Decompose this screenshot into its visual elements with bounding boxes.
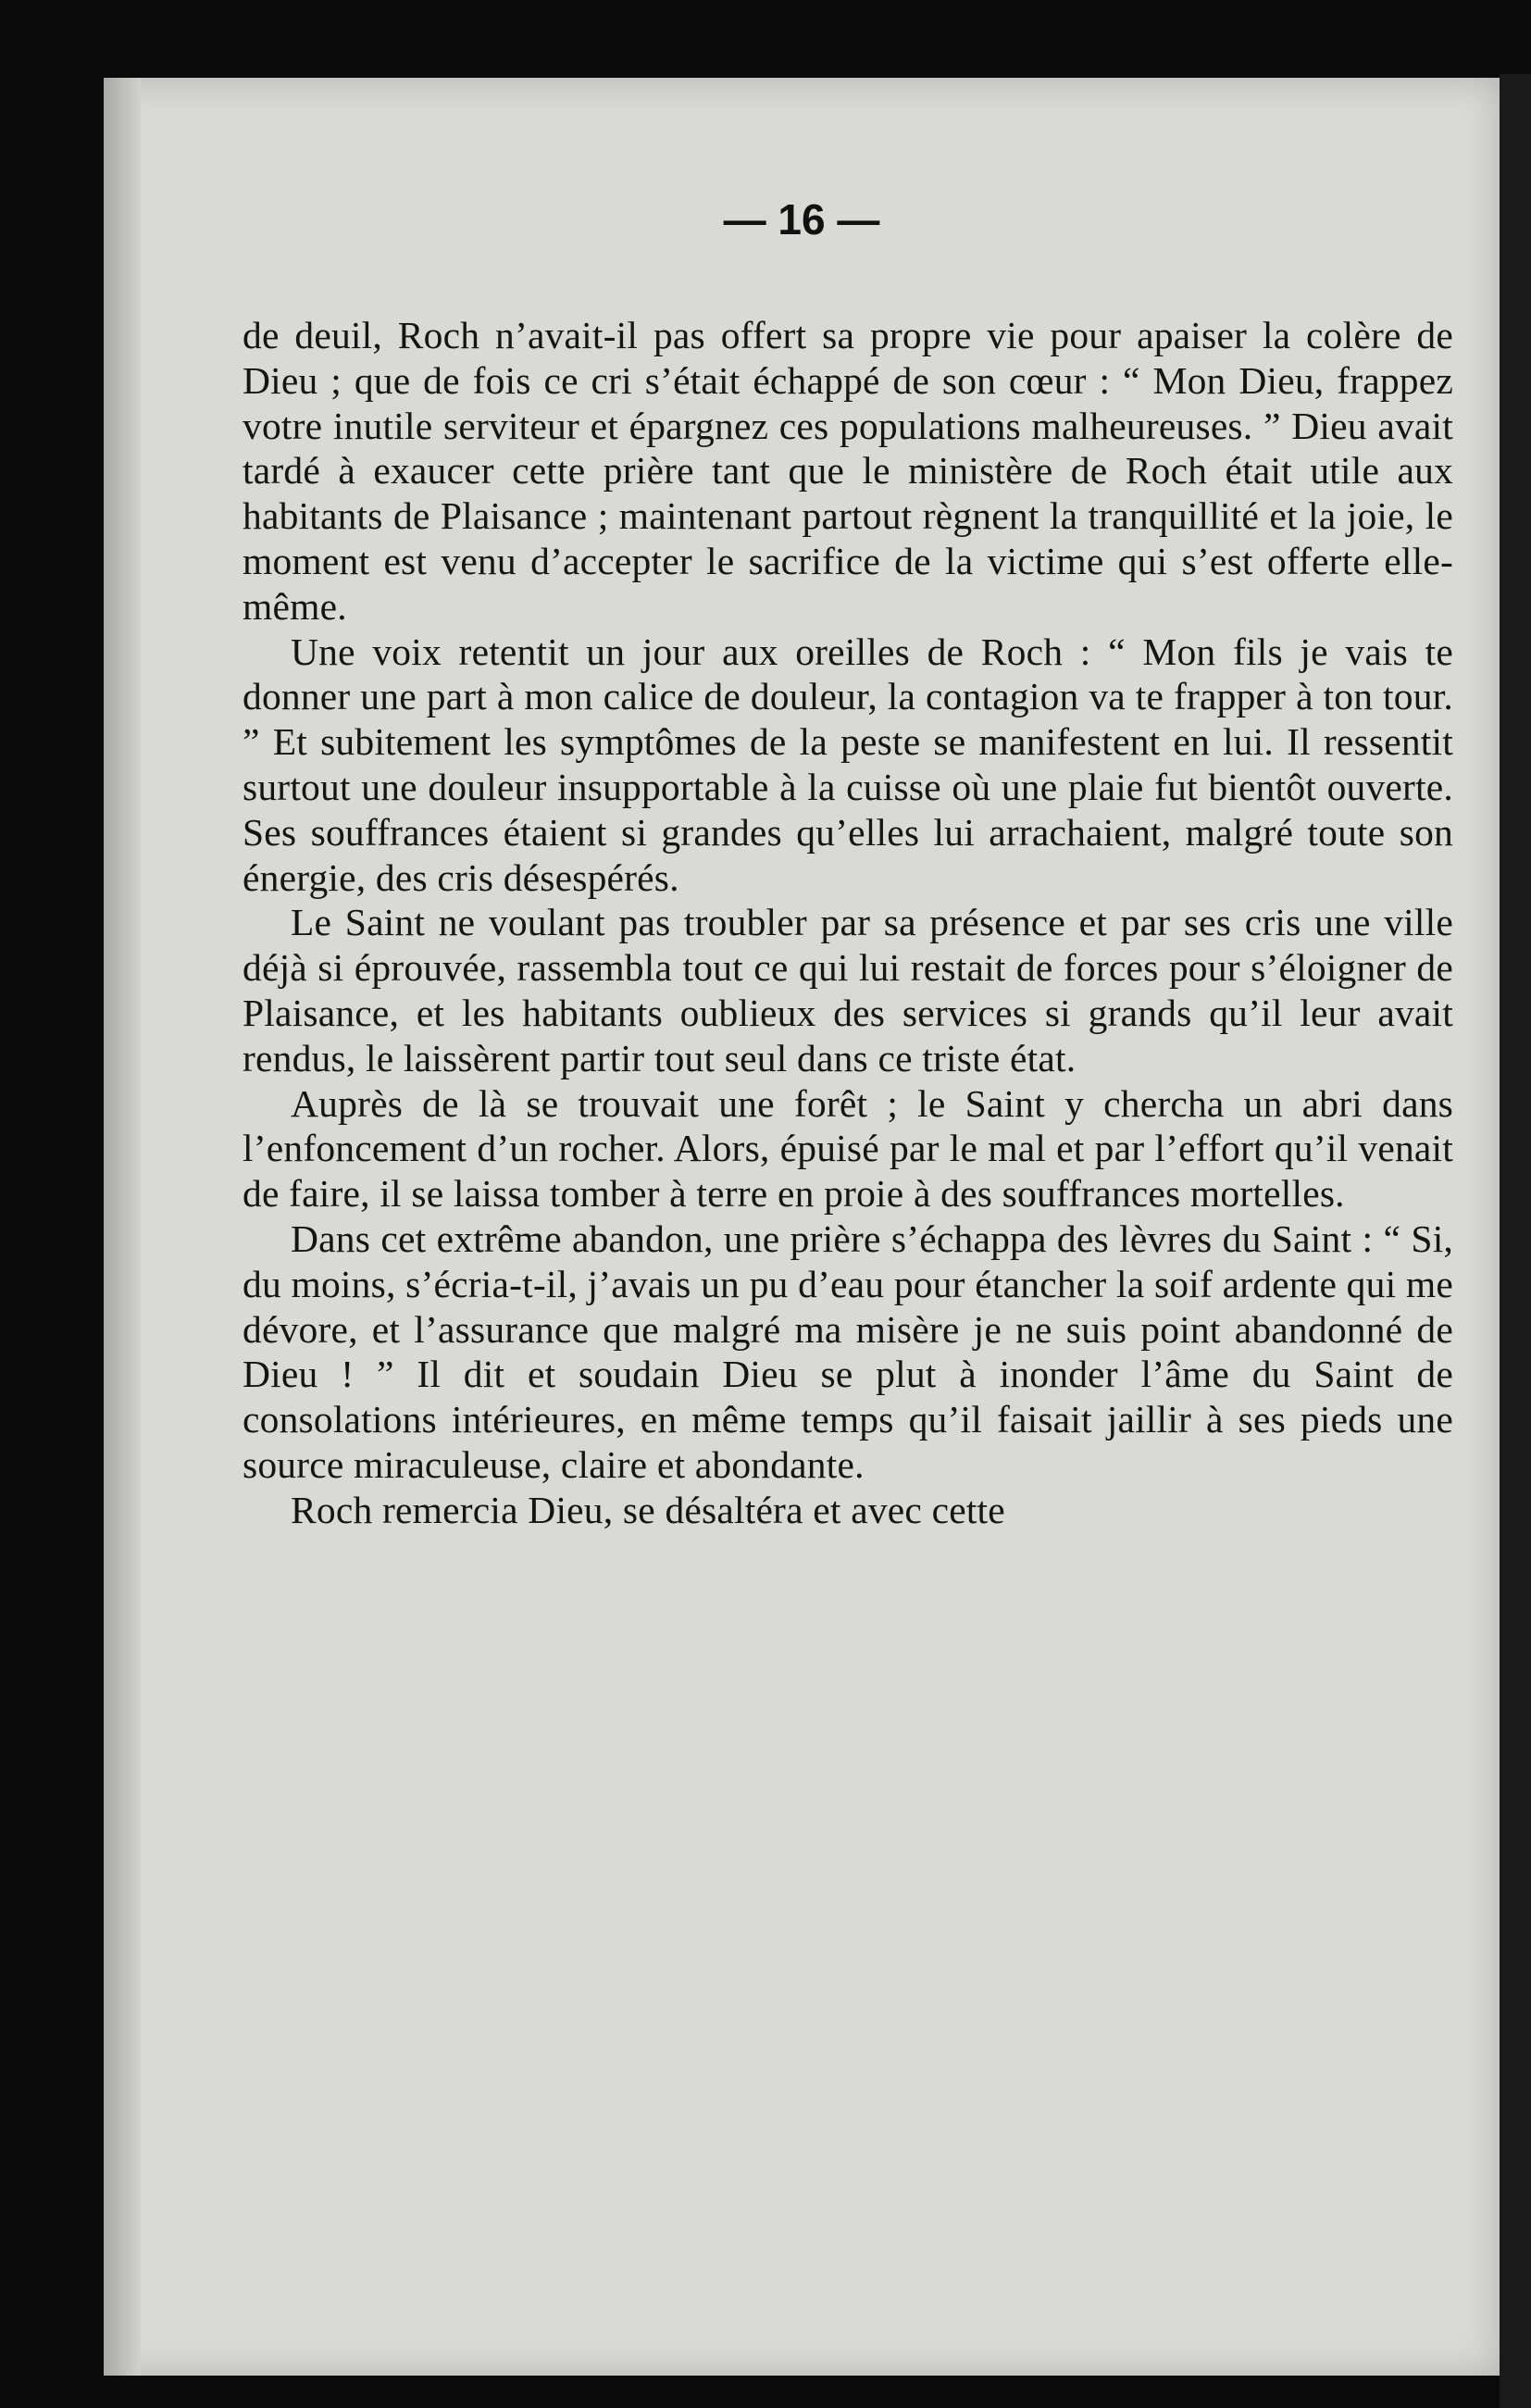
- page-gutter: [104, 78, 141, 2376]
- book-page: [104, 78, 1500, 2376]
- paragraph-1: de deuil, Roch n’avait-il pas offert sa propre vie pour apaiser la colère de Dieu ; que de fois ce cri s’était échappé de son cœur : “ Mon Dieu, frappez votre inutile serviteur et épargnez ces populations malheureuses. ” Dieu avait tardé à exaucer cette prière tant que le ministère de Roch était utile aux habitants de Plaisance ; maintenant partout règnent la tranquillité et la joie, le moment est venu d’accepter le sacrifice de la victime qui s’est offerte elle-même.: [243, 314, 1453, 628]
- paragraph-6: Roch remercia Dieu, se désaltéra et avec cette: [291, 1488, 1005, 1531]
- paragraph-3: Le Saint ne voulant pas troubler par sa présence et par ses cris une ville déjà si éprouvée, rassembla tout ce qui lui restait de forces pour s’éloigner de Plaisance, et les habitants oublieux des services si grands qu’il leur avait rendus, le laissèrent partir tout seul dans ce triste état.: [243, 901, 1453, 1079]
- body-text: [243, 313, 1453, 1533]
- paragraph-5: Dans cet extrême abandon, une prière s’échappa des lèvres du Saint : “ Si, du moins, s’écria-t-il, j’avais un pu d’eau pour étancher la soif ardente qui me dévore, et l’assurance que malgré ma misère je ne suis point abandonné de Dieu ! ” Il dit et soudain Dieu se plut à inonder l’âme du Saint de consolations intérieures, en même temps qu’il faisait jaillir à ses pieds une source miraculeuse, claire et abondante.: [243, 1216, 1453, 1486]
- scan-edge: [1500, 74, 1531, 2408]
- page-number: — 16 —: [723, 195, 880, 243]
- paragraph-2: Une voix retentit un jour aux oreilles de Roch : “ Mon fils je vais te donner une part à mon calice de douleur, la contagion va te frapper à ton tour. ” Et subitement les symptômes de la peste se manifestent en lui. Il ressentit surtout une douleur insupportable à la cuisse où une plaie fut bientôt ouverte. Ses souffrances étaient si grandes qu’elles lui arrachaient, malgré toute son énergie, des cris désespérés.: [243, 630, 1453, 899]
- paragraph-4: Auprès de là se trouvait une forêt ; le Saint y chercha un abri dans l’enfoncement d’un rocher. Alors, épuisé par le mal et par l’effort qu’il venait de faire, il se laissa tomber à terre en proie à des souffrances mortelles.: [243, 1081, 1453, 1216]
